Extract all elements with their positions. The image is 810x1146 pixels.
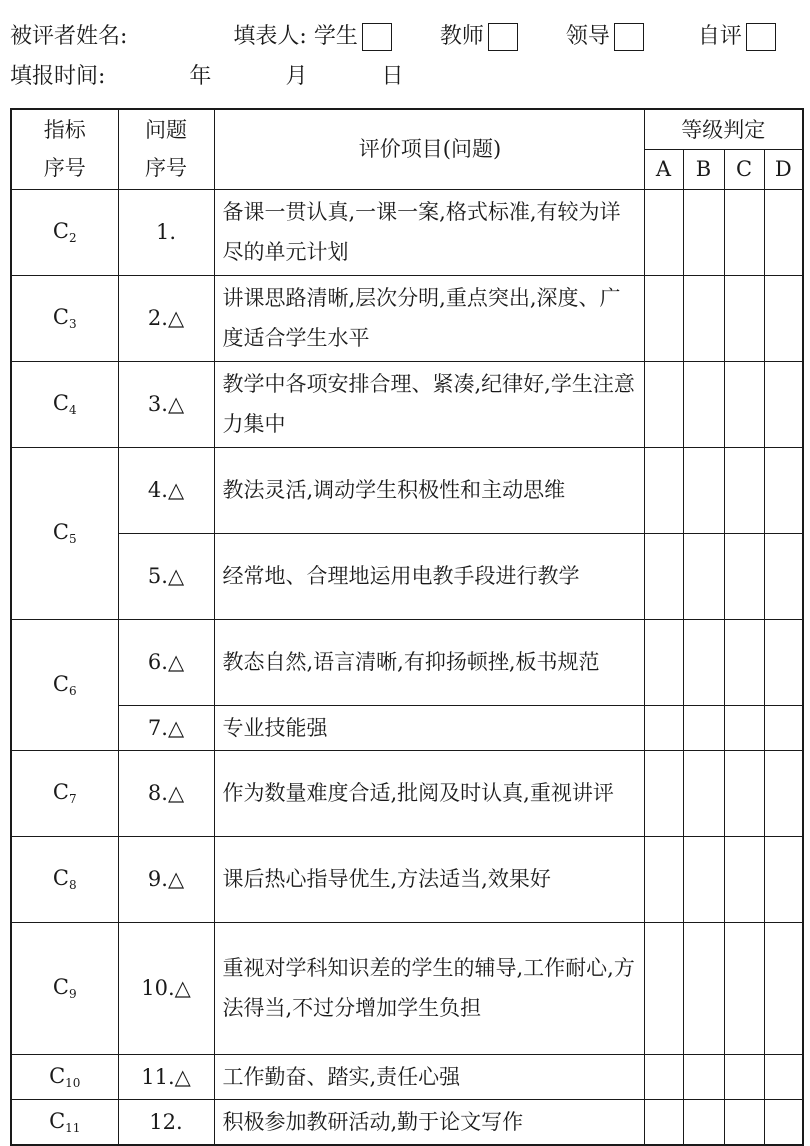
grade-c-cell[interactable] [724,922,764,1054]
grade-c-cell[interactable] [724,361,764,447]
header-index: 指标 序号 [11,109,118,189]
grade-d-cell[interactable] [764,705,803,750]
grade-b-cell[interactable] [683,533,724,619]
item-text: 课后热心指导优生,方法适当,效果好 [214,836,644,922]
question-number: 5.△ [118,533,214,619]
grade-a-cell[interactable] [644,836,683,922]
question-number: 6.△ [118,619,214,705]
item-text: 作为数量难度合适,批阅及时认真,重视讲评 [214,750,644,836]
item-text: 讲课思路清晰,层次分明,重点突出,深度、广度适合学生水平 [214,275,644,361]
grade-b-cell[interactable] [683,189,724,275]
index-cell: $C_{11}$ [11,1099,118,1145]
grade-d-cell[interactable] [764,1054,803,1099]
grade-b-cell[interactable] [683,619,724,705]
header-grade-d: D [764,149,803,189]
header-grade-b: B [683,149,724,189]
report-time-label: 填报时间: [10,64,106,89]
question-number: 1. [118,189,214,275]
header-line-1 [10,22,776,52]
header-grade: 等级判定 [644,109,803,149]
option-student-label: 学生 [313,24,358,49]
option-student-checkbox[interactable] [362,23,392,51]
filler-label: 填表人: [233,24,307,49]
grade-a-cell[interactable] [644,361,683,447]
grade-b-cell[interactable] [683,922,724,1054]
index-cell: $C_7$ [11,750,118,836]
item-text: 经常地、合理地运用电教手段进行教学 [214,533,644,619]
grade-d-cell[interactable] [764,361,803,447]
grade-c-cell[interactable] [724,619,764,705]
option-self-label: 自评 [697,24,742,49]
day-label: 日 [381,64,404,89]
index-cell: $C_2$ [11,189,118,275]
item-text: 积极参加教研活动,勤于论文写作 [214,1099,644,1145]
index-cell: $C_{10}$ [11,1054,118,1099]
header-line-2 [10,62,403,92]
grade-c-cell[interactable] [724,533,764,619]
grade-d-cell[interactable] [764,922,803,1054]
grade-b-cell[interactable] [683,275,724,361]
grade-d-cell[interactable] [764,533,803,619]
header-grade-a: A [644,149,683,189]
index-cell: $C_4$ [11,361,118,447]
index-cell: $C_5$ [11,447,118,619]
option-leader-label: 领导 [565,24,610,49]
grade-c-cell[interactable] [724,275,764,361]
header-question: 问题 序号 [118,109,214,189]
item-text: 工作勤奋、踏实,责任心强 [214,1054,644,1099]
question-number: 10.△ [118,922,214,1054]
grade-d-cell[interactable] [764,447,803,533]
header-grade-c: C [724,149,764,189]
header-item: 评价项目(问题) [214,109,644,189]
grade-c-cell[interactable] [724,1054,764,1099]
grade-a-cell[interactable] [644,1054,683,1099]
item-text: 专业技能强 [214,705,644,750]
item-text: 教学中各项安排合理、紧凑,纪律好,学生注意力集中 [214,361,644,447]
question-number: 2.△ [118,275,214,361]
item-text: 教态自然,语言清晰,有抑扬顿挫,板书规范 [214,619,644,705]
index-cell: $C_6$ [11,619,118,750]
grade-b-cell[interactable] [683,447,724,533]
item-text: 备课一贯认真,一课一案,格式标准,有较为详尽的单元计划 [214,189,644,275]
grade-d-cell[interactable] [764,836,803,922]
question-number: 8.△ [118,750,214,836]
item-text: 重视对学科知识差的学生的辅导,工作耐心,方法得当,不过分增加学生负担 [214,922,644,1054]
grade-a-cell[interactable] [644,275,683,361]
grade-a-cell[interactable] [644,189,683,275]
grade-b-cell[interactable] [683,1099,724,1145]
grade-a-cell[interactable] [644,750,683,836]
question-number: 12. [118,1099,214,1145]
grade-c-cell[interactable] [724,1099,764,1145]
grade-b-cell[interactable] [683,750,724,836]
month-label: 月 [285,64,308,89]
option-teacher-checkbox[interactable] [488,23,518,51]
year-label: 年 [189,64,212,89]
option-self-checkbox[interactable] [746,23,776,51]
grade-a-cell[interactable] [644,447,683,533]
grade-d-cell[interactable] [764,275,803,361]
question-number: 3.△ [118,361,214,447]
grade-d-cell[interactable] [764,1099,803,1145]
question-number: 9.△ [118,836,214,922]
grade-b-cell[interactable] [683,705,724,750]
grade-c-cell[interactable] [724,750,764,836]
grade-c-cell[interactable] [724,705,764,750]
grade-b-cell[interactable] [683,361,724,447]
grade-a-cell[interactable] [644,1099,683,1145]
grade-a-cell[interactable] [644,705,683,750]
grade-d-cell[interactable] [764,750,803,836]
grade-b-cell[interactable] [683,836,724,922]
grade-d-cell[interactable] [764,619,803,705]
option-teacher-label: 教师 [439,24,484,49]
grade-c-cell[interactable] [724,189,764,275]
grade-a-cell[interactable] [644,619,683,705]
evaluatee-name-label: 被评者姓名: [10,24,128,49]
grade-b-cell[interactable] [683,1054,724,1099]
index-cell: $C_3$ [11,275,118,361]
grade-a-cell[interactable] [644,533,683,619]
grade-d-cell[interactable] [764,189,803,275]
grade-c-cell[interactable] [724,836,764,922]
index-cell: $C_8$ [11,836,118,922]
question-number: 4.△ [118,447,214,533]
question-number: 7.△ [118,705,214,750]
item-text: 教法灵活,调动学生积极性和主动思维 [214,447,644,533]
grade-a-cell[interactable] [644,922,683,1054]
grade-c-cell[interactable] [724,447,764,533]
evaluation-table [10,108,804,1146]
option-leader-checkbox[interactable] [614,23,644,51]
question-number: 11.△ [118,1054,214,1099]
index-cell: $C_9$ [11,922,118,1054]
